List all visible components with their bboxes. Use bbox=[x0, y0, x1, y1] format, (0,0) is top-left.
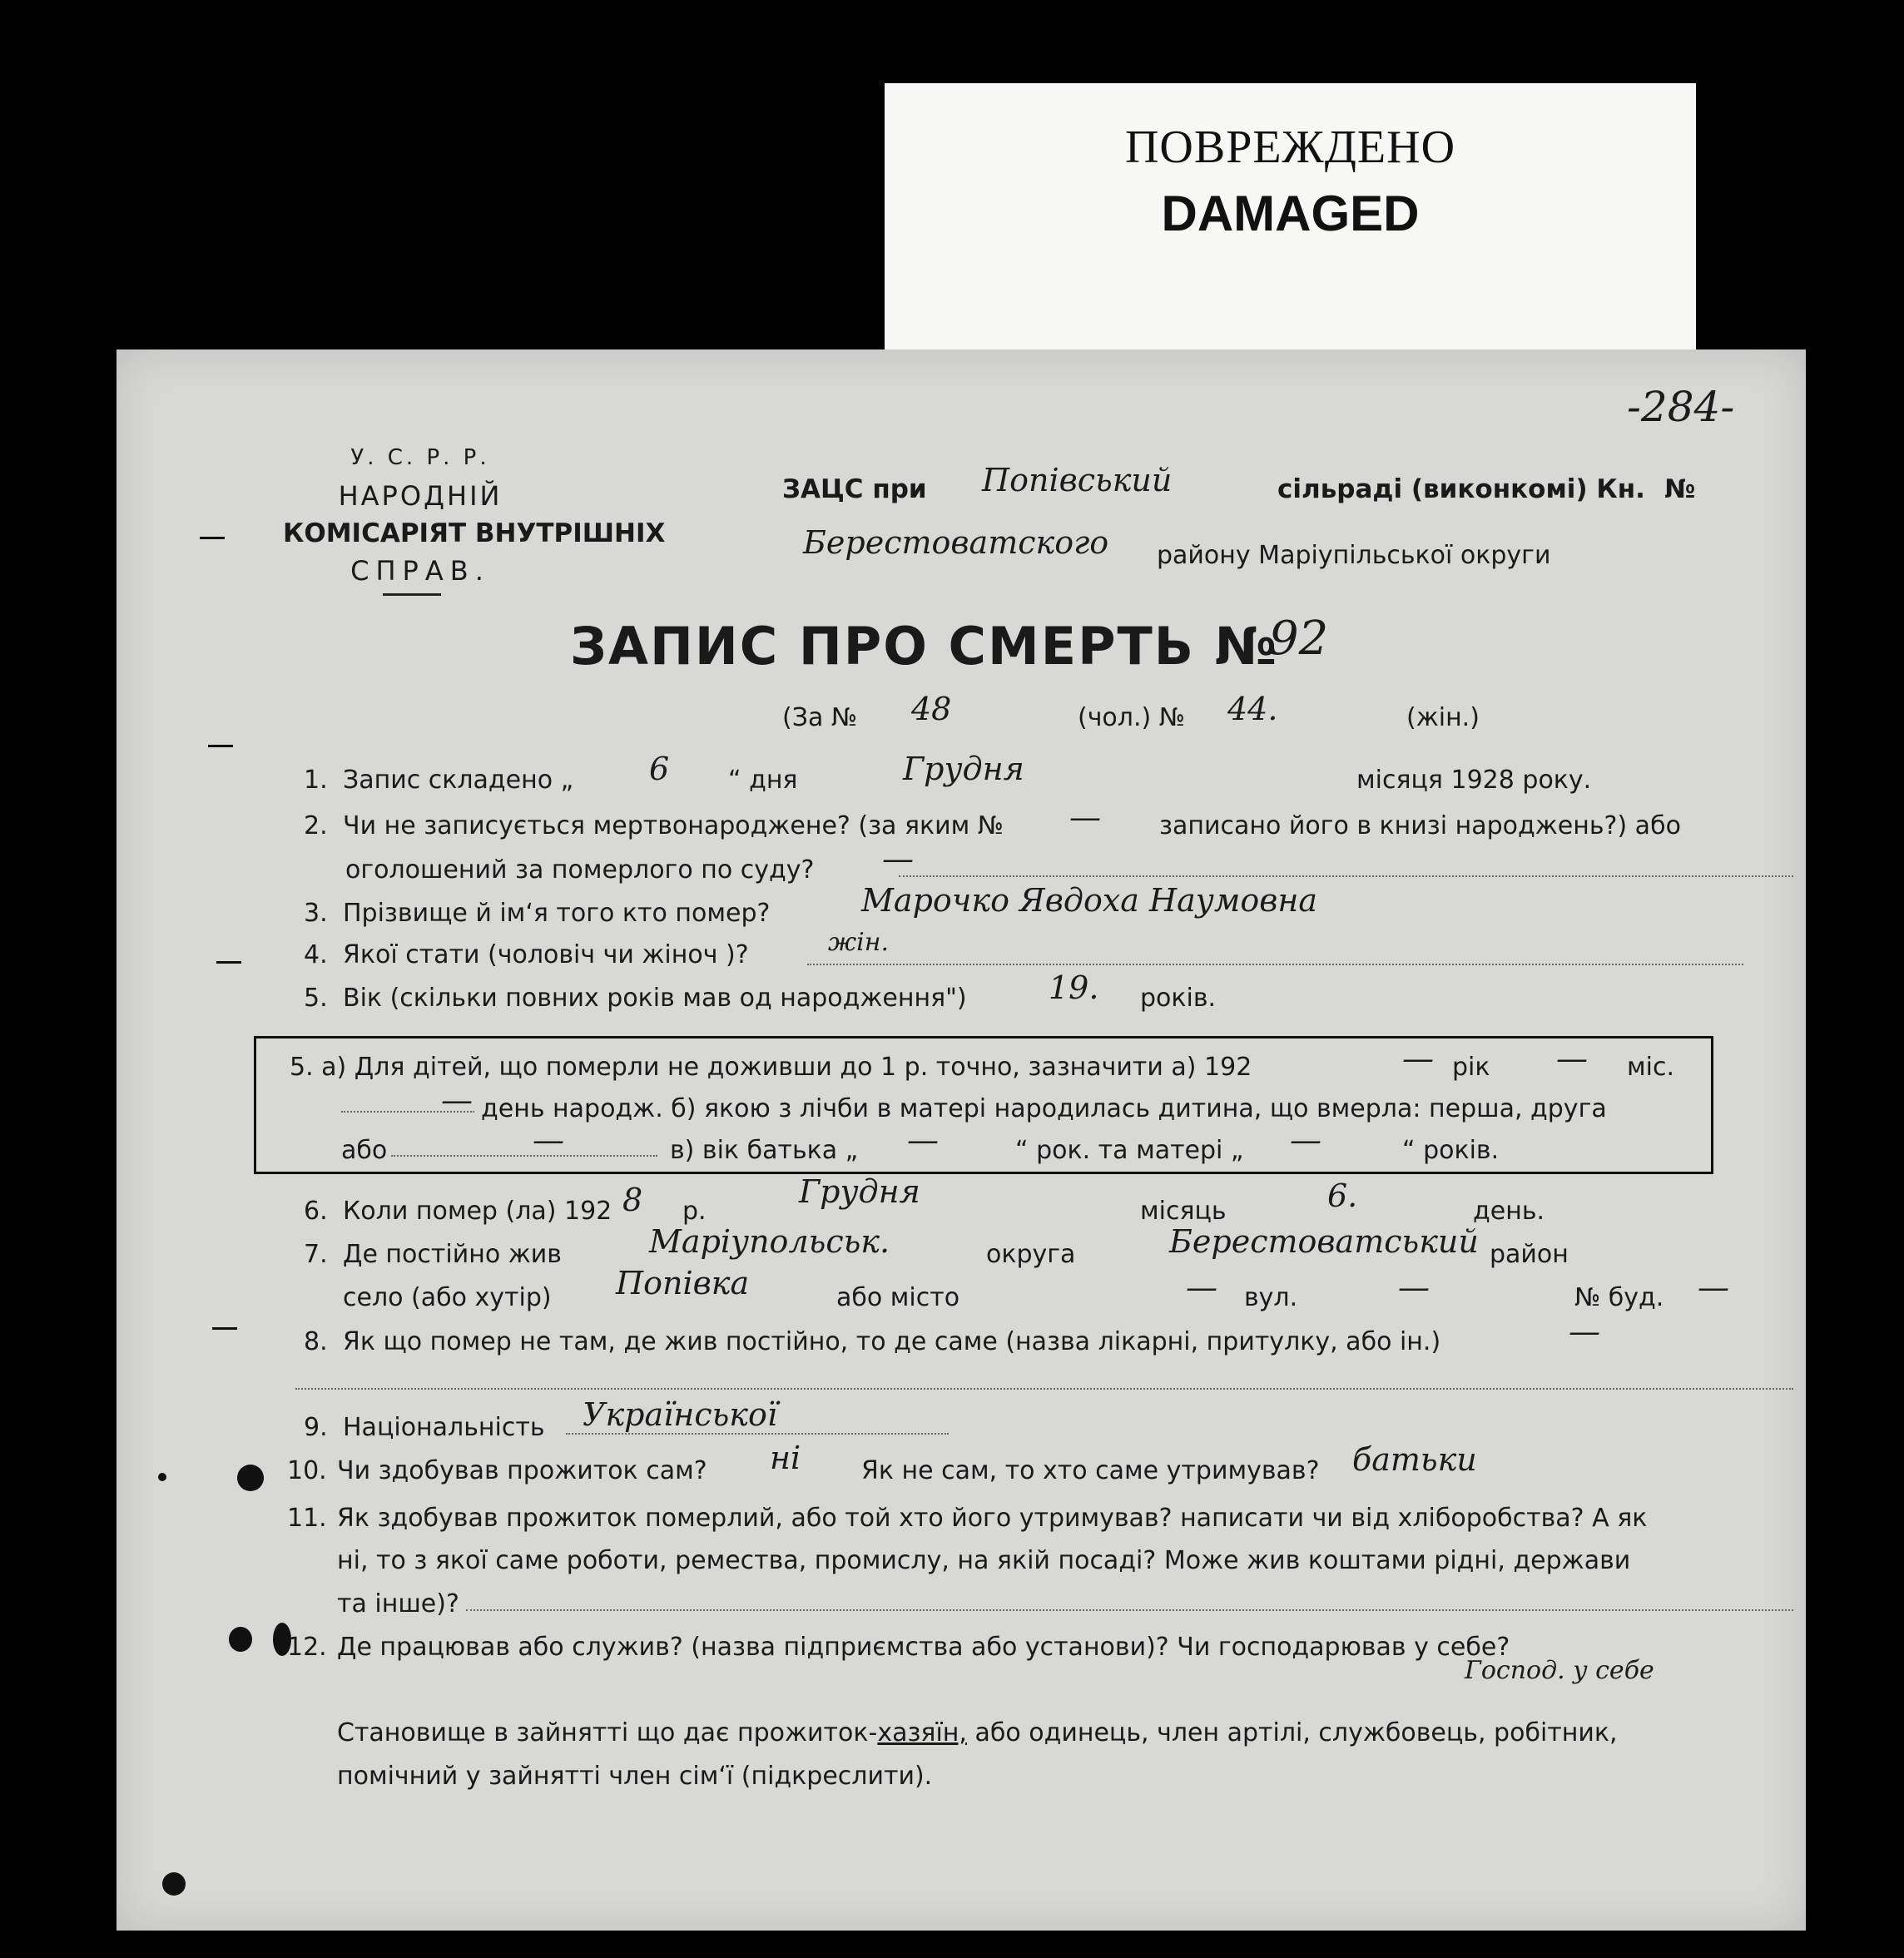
punch-hole bbox=[237, 1465, 264, 1491]
margin-tear bbox=[208, 745, 233, 747]
q5a-v6: — bbox=[1290, 1122, 1321, 1158]
record-title: ЗАПИС ПРО СМЕРТЬ № bbox=[570, 616, 1279, 677]
q2-num: 2. bbox=[304, 811, 328, 840]
q2-text: Чи не записується мертвонароджене? (за яким № bbox=[343, 811, 1004, 840]
q7-selo-val: Попівка bbox=[616, 1265, 750, 1301]
margin-tear bbox=[216, 961, 241, 964]
header-usrr: У. С. Р. Р. bbox=[350, 445, 490, 470]
q5a-abo: або bbox=[341, 1136, 388, 1165]
q5a-v5: — bbox=[907, 1122, 939, 1158]
q9-val: Української bbox=[583, 1396, 778, 1433]
q7-vul: вул. bbox=[1244, 1283, 1298, 1312]
q9-text: Національність bbox=[343, 1413, 545, 1442]
q5a-v4: — bbox=[533, 1122, 564, 1158]
q7-okruga: округа bbox=[986, 1240, 1076, 1269]
q7-num: 7. bbox=[304, 1240, 328, 1269]
q7-bud: № буд. bbox=[1574, 1283, 1664, 1312]
header-komisariat: КОМІСАРІЯТ ВНУТРІШНІХ bbox=[283, 518, 666, 548]
q11-line3: та інше)? bbox=[337, 1589, 459, 1618]
q5a-mis: міс. bbox=[1627, 1053, 1674, 1082]
header-narodniy: НАРОДНІЙ bbox=[338, 480, 503, 512]
q6-num: 6. bbox=[304, 1197, 328, 1226]
q12-text: Де працював або служив? (назва підприємства або установи)? Чи господарював у себе? bbox=[337, 1633, 1510, 1662]
q9-num: 9. bbox=[304, 1413, 328, 1442]
q10-mid: Як не сам, то хто саме утримував? bbox=[861, 1456, 1320, 1485]
header-rule bbox=[383, 593, 441, 596]
q10-num: 10. bbox=[287, 1456, 327, 1485]
margin-tear bbox=[200, 537, 225, 539]
zags-suffix: сільраді (виконкомі) Кн. bbox=[1277, 474, 1645, 504]
q6-r: р. bbox=[682, 1197, 707, 1226]
q1-month: Грудня bbox=[903, 751, 1024, 787]
q7-text: Де постійно жив bbox=[343, 1240, 562, 1269]
q11-num: 11. bbox=[287, 1504, 327, 1533]
zags-district-suffix: району Маріупільської округи bbox=[1157, 541, 1551, 570]
q6-text: Коли помер (ла) 192 bbox=[343, 1197, 612, 1226]
q7-rayon: район bbox=[1490, 1240, 1569, 1269]
q7-misto-val: — bbox=[1186, 1269, 1217, 1306]
q7-rayon-val: Берестоватський bbox=[1169, 1223, 1479, 1260]
q2-val: — bbox=[1069, 799, 1101, 835]
death-record-sheet bbox=[117, 349, 1806, 1931]
q6-year: 8 bbox=[622, 1182, 643, 1218]
q5a-line1: 5. а) Для дітей, що померли не доживши до 1 р. точно, зазначити а) 192 bbox=[290, 1053, 1252, 1082]
zags-village: Попівський bbox=[982, 462, 1173, 498]
punch-hole bbox=[229, 1627, 252, 1652]
sub-zhin: (жін.) bbox=[1406, 703, 1480, 732]
q7-selo: село (або хутір) bbox=[343, 1283, 552, 1312]
q6-month: Грудня bbox=[799, 1173, 920, 1210]
q4-sex: жін. bbox=[828, 928, 889, 957]
status-line2: помічний у зайнятті член сім‘ї (підкреслити). bbox=[337, 1762, 933, 1791]
punch-hole bbox=[158, 1473, 166, 1481]
damaged-label-en: DAMAGED bbox=[1161, 186, 1420, 241]
sub-chol: (чол.) № bbox=[1078, 703, 1185, 732]
q4-num: 4. bbox=[304, 940, 328, 969]
q1-day: 6 bbox=[649, 751, 670, 787]
q7-bud-val: — bbox=[1698, 1269, 1729, 1306]
q8-val: — bbox=[1569, 1313, 1600, 1350]
zags-prefix: ЗАЦС при bbox=[782, 474, 927, 504]
q1-tail: місяця 1928 року. bbox=[1356, 766, 1592, 795]
q5a-line3b: “ рок. та матері „ bbox=[1015, 1136, 1244, 1165]
q7-okruga-val: Маріупольськ. bbox=[649, 1223, 890, 1260]
zags-district: Берестоватского bbox=[803, 524, 1109, 561]
q5a-rik: рік bbox=[1452, 1053, 1490, 1082]
q8-num: 8. bbox=[304, 1327, 328, 1356]
sub-male-no: 48 bbox=[911, 691, 952, 727]
q10-val: ні bbox=[770, 1440, 801, 1476]
q5-num: 5. bbox=[304, 984, 328, 1013]
q5-text: Вік (скільки повних років мав од народження") bbox=[343, 984, 967, 1013]
status-underlined: хазяїн, bbox=[877, 1718, 967, 1747]
q10-val2: батьки bbox=[1352, 1441, 1477, 1478]
q11-line2: ні, то з якої саме роботи, ремества, промислу, на якій посаді? Може жив коштами рідні, держави bbox=[337, 1546, 1631, 1575]
damaged-label-card bbox=[885, 83, 1696, 362]
q1-dnya: “ дня bbox=[728, 766, 798, 795]
sub-female-no: 44. bbox=[1227, 691, 1278, 727]
status-line1: Становище в зайнятті що дає прожиток-хазяїн, або одинець, член артілі, службовець, робітник, bbox=[337, 1718, 1618, 1747]
q5a-v1: — bbox=[1402, 1040, 1434, 1077]
q8-text: Як що помер не там, де жив постійно, то де саме (назва лікарні, притулку, або ін.) bbox=[343, 1327, 1441, 1356]
q7-misto: або місто bbox=[836, 1283, 960, 1312]
q11-line1: Як здобував прожиток померлий, або той хто його утримував? написати чи від хліборобства? А як bbox=[337, 1504, 1648, 1533]
q2-line2: оголошений за померлого по суду? bbox=[345, 855, 815, 885]
q12-num: 12. bbox=[287, 1633, 327, 1662]
q7-vul-val: — bbox=[1398, 1269, 1430, 1306]
q1-text: Запис складено „ bbox=[343, 766, 574, 795]
page-number: -284- bbox=[1627, 383, 1735, 431]
q4-text: Якої стати (чоловіч чи жіноч )? bbox=[343, 940, 749, 969]
q2-val2: — bbox=[882, 840, 914, 877]
q6-day: 6. bbox=[1327, 1177, 1358, 1214]
sub-za: (За № bbox=[782, 703, 858, 732]
q3-num: 3. bbox=[304, 899, 328, 928]
q2-tail: записано його в книзі народжень?) або bbox=[1159, 811, 1681, 840]
damaged-label-ru: ПОВРЕЖДЕНО bbox=[1124, 121, 1456, 173]
q6-den: день. bbox=[1473, 1197, 1545, 1226]
q5a-line3c: “ років. bbox=[1402, 1136, 1500, 1165]
q3-text: Прізвище й ім‘я того кто помер? bbox=[343, 899, 771, 928]
q5-tail: років. bbox=[1140, 984, 1217, 1013]
q6-mis: місяць bbox=[1140, 1197, 1227, 1226]
q5a-v2: — bbox=[1556, 1040, 1588, 1077]
q5a-line3a: в) вік батька „ bbox=[670, 1136, 859, 1165]
q5a-line2: день народж. б) якою з лічби в матері народилась дитина, що вмерла: перша, друга bbox=[481, 1094, 1607, 1123]
zags-no-label: № bbox=[1664, 474, 1696, 504]
margin-tear bbox=[212, 1327, 237, 1330]
q3-name: Марочко Явдоха Наумовна bbox=[861, 882, 1318, 919]
q1-num: 1. bbox=[304, 766, 328, 795]
q10-text: Чи здобував прожиток сам? bbox=[337, 1456, 707, 1485]
q12-val: Господ. у себе bbox=[1465, 1656, 1654, 1685]
q5a-v3: — bbox=[441, 1082, 473, 1118]
punch-hole bbox=[162, 1872, 186, 1896]
q5-age: 19. bbox=[1049, 969, 1099, 1006]
header-sprav: СПРАВ. bbox=[350, 555, 490, 587]
record-number: 92 bbox=[1269, 612, 1329, 666]
